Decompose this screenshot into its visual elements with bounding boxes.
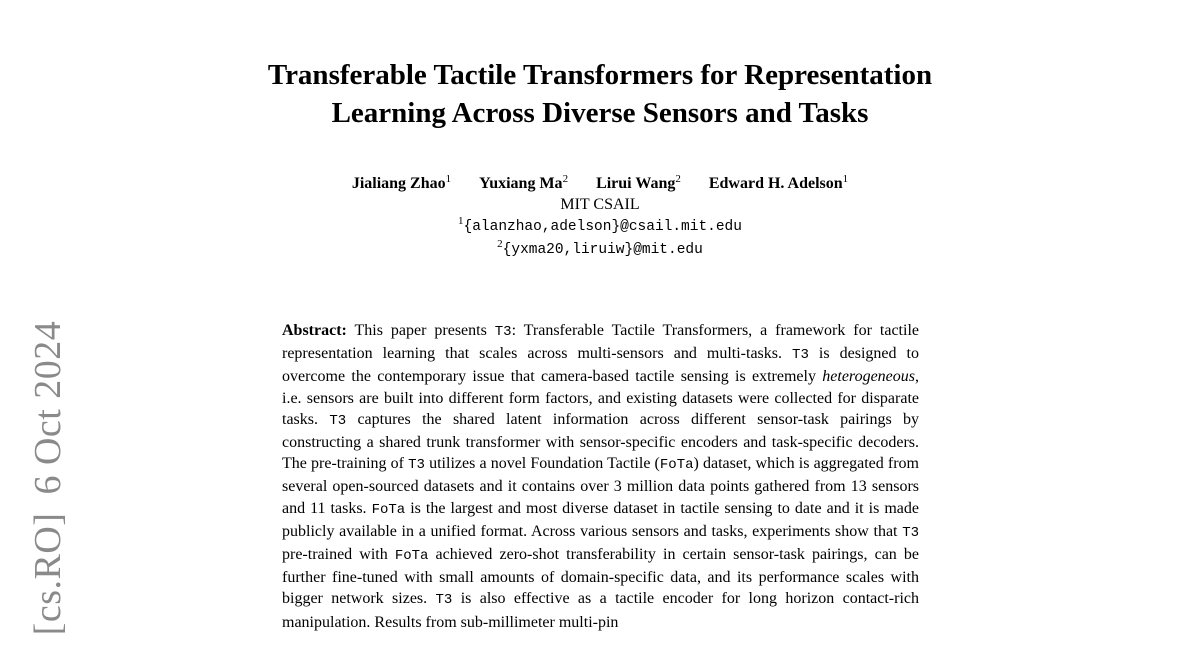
abstract-text-run: is the largest and most diverse dataset in tactile sensing to date and it is made publicly available in a unified format. Across various sensors and tasks, experiments show that (282, 499, 919, 540)
abstract-text-run: captures the shared latent information across different sensor-task pairings by constructing a shared trunk transformer with sensor-specific encoders and task-specific decoders. The pre-training of (282, 410, 920, 473)
abstract-text-run: achieved zero-shot transferability in certain sensor-task pairings, can be further fine-tuned with small amounts of domain-specific data, and its performance scales with bigger network sizes. (282, 546, 920, 608)
arxiv-sidebar-stamp (26, 321, 70, 636)
abstract-label: Abstract: (282, 322, 347, 339)
author-names (0, 173, 1200, 194)
institution: MIT CSAIL (560, 196, 640, 213)
author-block (0, 173, 1200, 261)
abstract-text-run: pre-trained with (282, 546, 395, 564)
email-line (0, 215, 1200, 238)
abstract-code-term: FoTa (659, 457, 694, 474)
author-affiliation-mark: 1 (842, 173, 849, 185)
arxiv-category: [cs.RO] (27, 512, 69, 636)
abstract-text-run: This paper presents (346, 322, 495, 339)
author-affiliation-mark: 2 (675, 173, 681, 185)
abstract-code-term: T3 (408, 457, 425, 474)
abstract-code-term: T3 (435, 592, 453, 609)
arxiv-date: 6 Oct 2024 (27, 320, 69, 495)
author-name: Yuxiang Ma (479, 175, 563, 192)
abstract-emphasis: heterogeneous (822, 368, 915, 386)
email-affiliation-mark: 2 (497, 238, 503, 250)
abstract-text (282, 322, 919, 631)
paper-title-line-2: Learning Across Diverse Sensors and Tasks (331, 97, 869, 129)
abstract-text-run: ) dataset, which is aggregated from several open-sourced datasets and it contains over 3 million data points gathered from 13 sensors and 11 tasks. (282, 455, 919, 517)
author-name: Edward H. Adelson (708, 175, 843, 192)
paper-title (0, 56, 1200, 132)
author-affiliation-mark: 2 (562, 173, 569, 185)
email-address: {yxma20,liruiw}@mit.edu (502, 242, 703, 258)
abstract-code-term: T3 (792, 347, 809, 364)
abstract (282, 320, 919, 633)
author (596, 173, 681, 194)
author-affiliation-mark: 1 (445, 173, 452, 185)
abstract-code-term: T3 (329, 412, 347, 429)
author (709, 173, 848, 194)
email-address: {alanzhao,adelson}@csail.mit.edu (463, 219, 742, 235)
author-name: Lirui Wang (596, 175, 676, 192)
author (352, 173, 451, 194)
email-line (0, 238, 1200, 261)
abstract-text-run: is designed to overcome the contemporary issue that camera-based tactile sensing is extremely (282, 345, 919, 386)
abstract-text-run: , i.e. sensors are built into different form factors, and existing datasets were collected for disparate tasks. (282, 368, 919, 428)
abstract-text-run: utilizes a novel Foundation Tactile ( (424, 455, 660, 473)
abstract-code-term: FoTa (394, 548, 429, 565)
email-affiliation-mark: 1 (458, 215, 464, 227)
abstract-code-term: T3 (902, 524, 919, 541)
author-name: Jialiang Zhao (351, 175, 446, 192)
author (479, 173, 568, 194)
paper-title-line-1: Transferable Tactile Transformers for Representation (267, 59, 933, 91)
abstract-code-term: T3 (494, 324, 512, 340)
abstract-text-run: is also effective as a tactile encoder for long horizon contact-rich manipulation. Results from sub-millimeter multi-pin (282, 590, 919, 631)
abstract-text-run: : Transferable Tactile Transformers, a framework for tactile representation learning that scales across multi-sensors and multi-tasks. (282, 322, 919, 363)
abstract-code-term: FoTa (371, 501, 406, 518)
